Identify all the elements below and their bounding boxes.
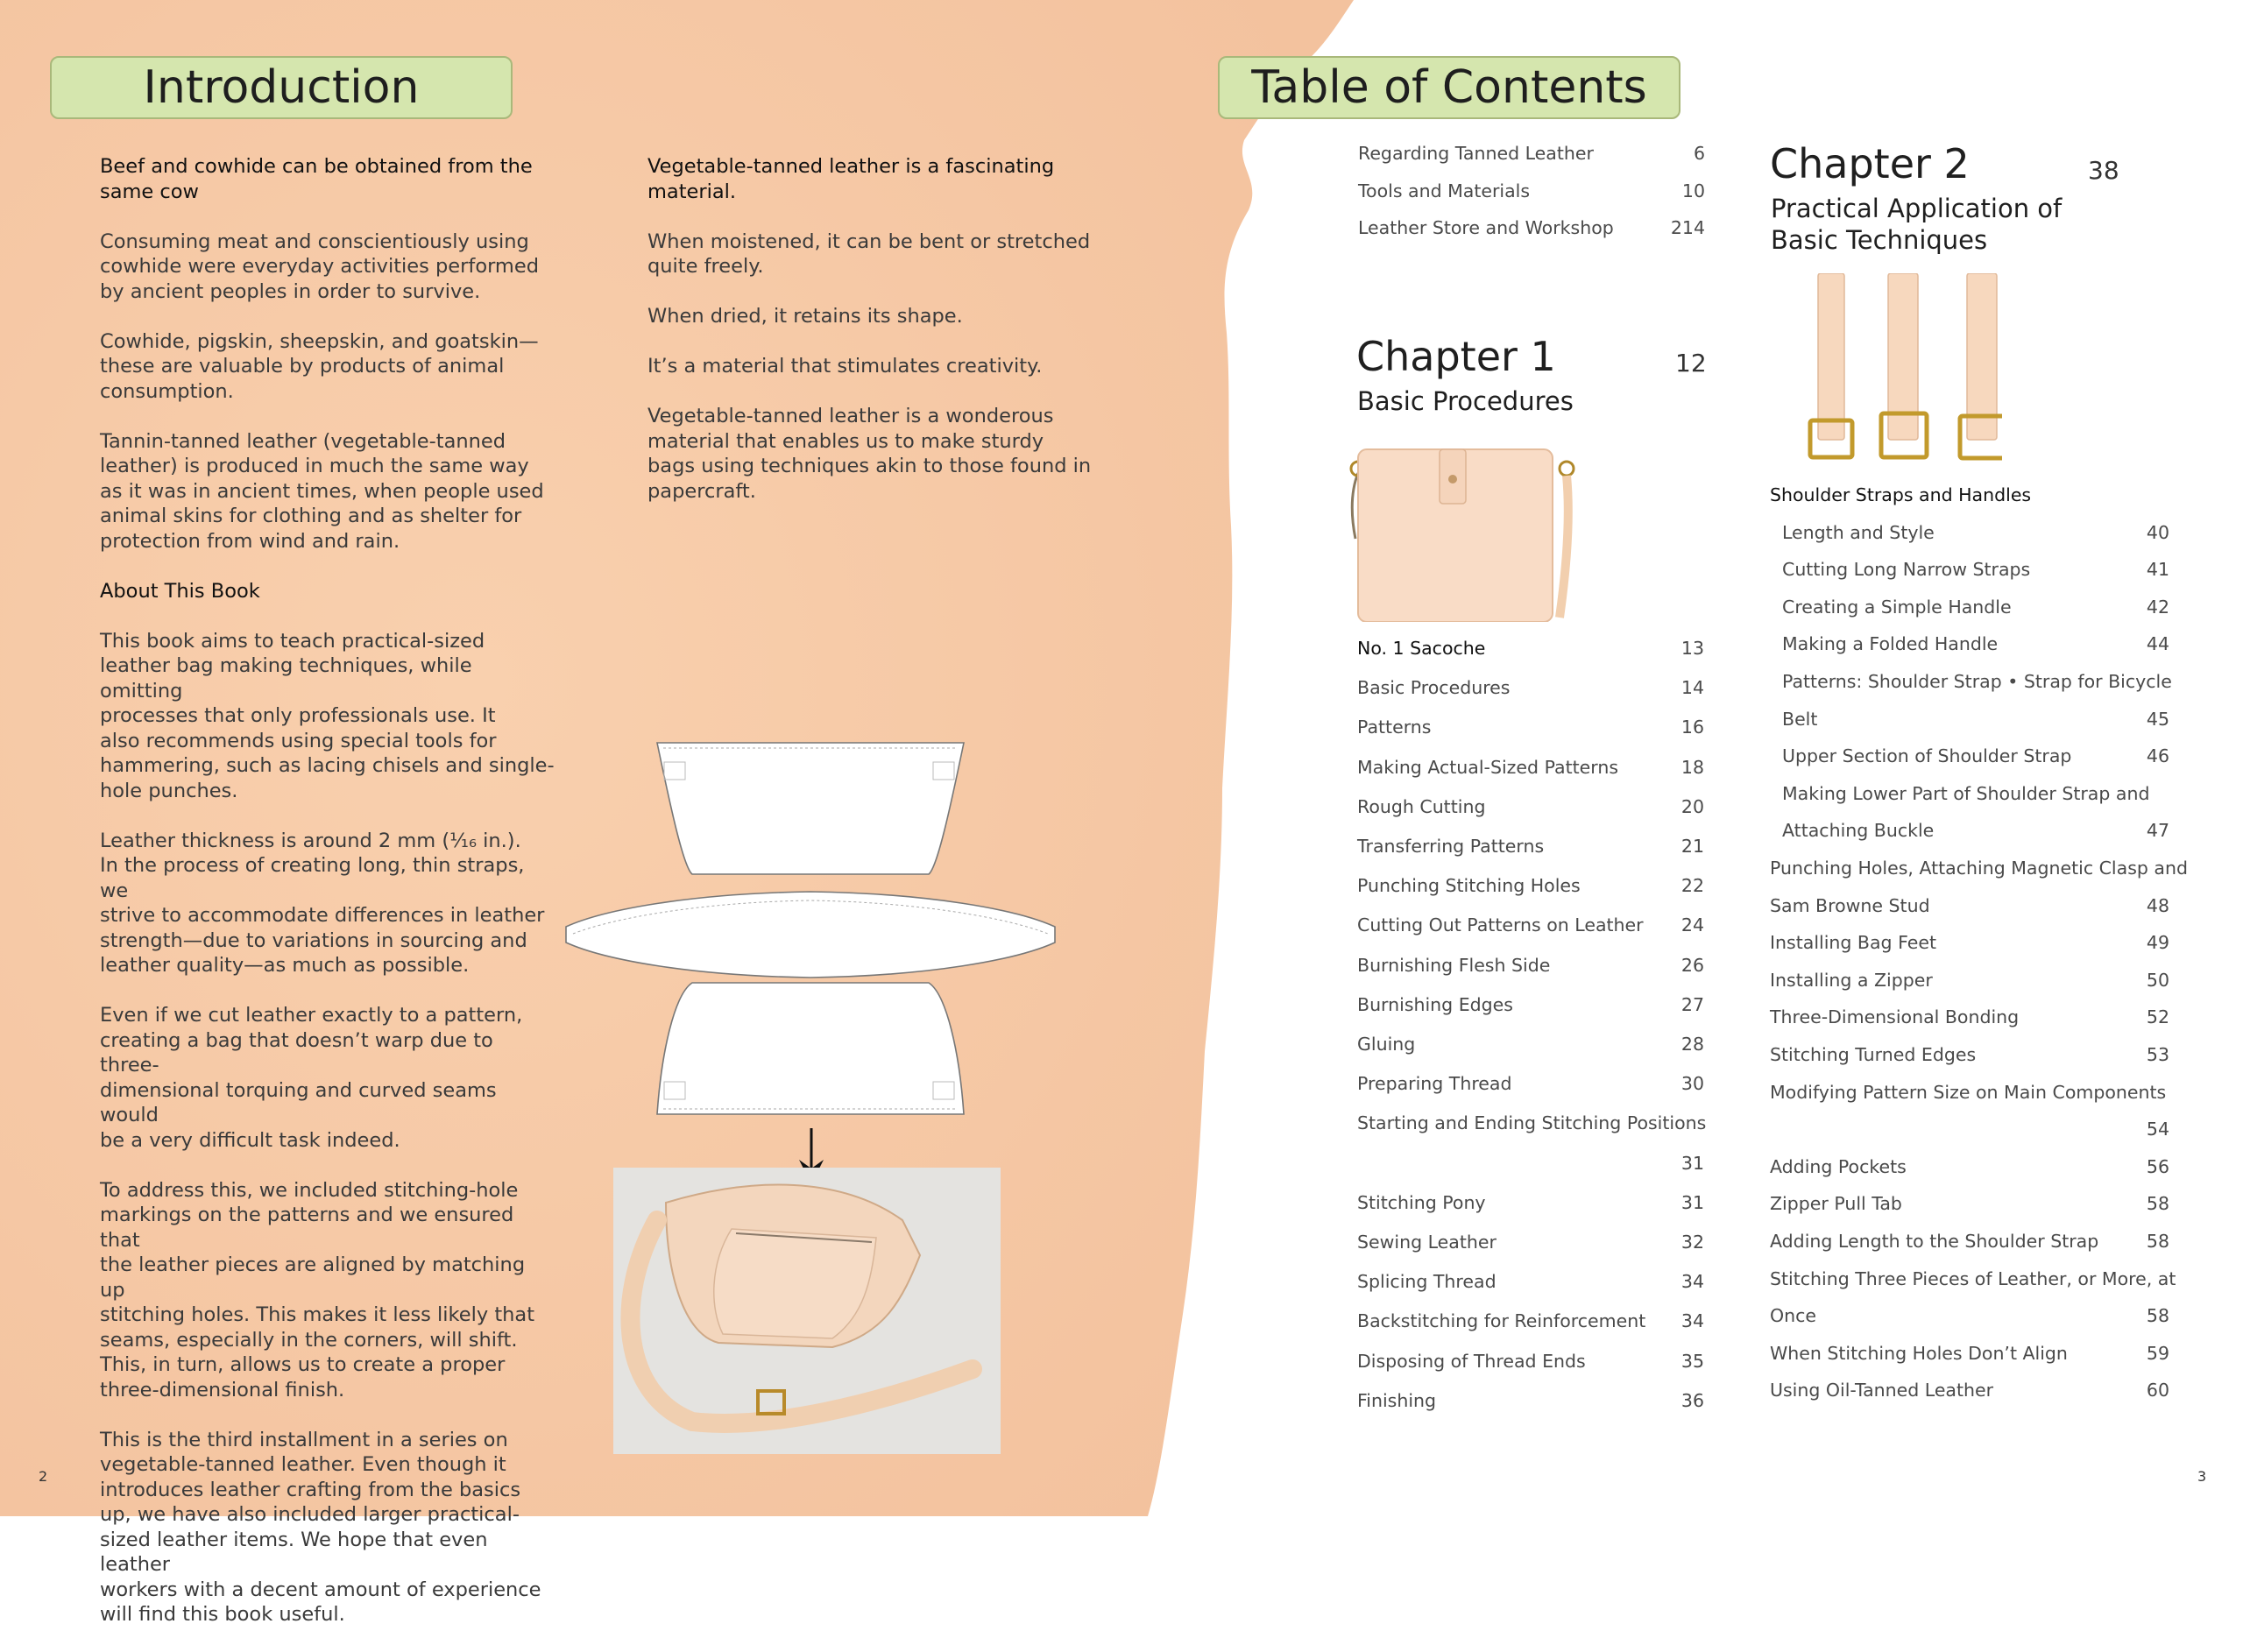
toc-entry[interactable]: Basic Procedures — [1357, 677, 1511, 699]
toc-page-number: 35 — [1680, 1350, 1704, 1372]
chapter2-items — [1770, 484, 2188, 1430]
toc-entry[interactable]: Zipper Pull Tab — [1770, 1193, 1902, 1215]
toc-entry[interactable]: Stitching Turned Edges — [1770, 1044, 1977, 1065]
toc-page-number: 46 — [2146, 745, 2169, 767]
toc-page-number: 48 — [2146, 894, 2169, 916]
toc-entry[interactable]: Burnishing Flesh Side — [1357, 954, 1551, 976]
intro-paragraph: Cowhide, pigskin, sheepskin, and goatskin— these are valuable by products of animal consumption. — [100, 329, 539, 403]
intro-paragraph: When dried, it retains its shape. — [647, 305, 963, 328]
intro-paragraph: Tannin-tanned leather (vegetable-tanned leather) is produced in much the same way as it was in ancient times, when people used animal skins for clothing and as shelter for protection from wind and rain. — [100, 429, 544, 553]
toc-entry[interactable]: Stitching Three Pieces of Leather, or More, at — [1770, 1267, 2176, 1289]
toc-entry[interactable]: Sam Browne Stud — [1770, 894, 1930, 916]
introduction-title — [50, 56, 513, 119]
chapter2-page: 38 — [2088, 156, 2119, 185]
chapter1-page: 12 — [1675, 349, 1707, 378]
toc-entry[interactable]: Punching Stitching Holes — [1357, 875, 1581, 897]
page-number-left: 2 — [39, 1468, 48, 1485]
intro-paragraph: Vegetable-tanned leather is a wonderous material that enables us to make sturdy bags using techniques akin to those found in papercraft. — [647, 405, 1092, 503]
intro-paragraph: Leather thickness is around 2 mm (¹⁄₁₆ in.). In the process of creating long, thin straps, we strive to accommodate differences in leather strength—due to variations in sourcing and leather quality—as much as possible. — [100, 829, 545, 977]
sacoche-photo — [1336, 442, 1581, 622]
toc-page-number: 53 — [2146, 1044, 2169, 1065]
toc-entry[interactable]: Transferring Patterns — [1357, 836, 1545, 857]
toc-page-number: 13 — [1680, 638, 1704, 659]
toc-page-number: 14 — [1680, 677, 1704, 699]
toc-entry[interactable]: Backstitching for Reinforcement — [1357, 1310, 1646, 1332]
chapter1-subtitle: Basic Procedures — [1357, 386, 1574, 416]
toc-front-matter — [1358, 143, 1705, 257]
intro-paragraph: This book aims to teach practical-sized leather bag making techniques, while omitting processes that only professionals use. It also recommends using special tools for hammering, such as lacing chisels and single- hole punches. — [100, 629, 555, 802]
toc-entry[interactable]: Disposing of Thread Ends — [1357, 1350, 1586, 1372]
intro-paragraph: About This Book — [100, 579, 260, 603]
intro-column-1 — [100, 154, 555, 1652]
toc-entry[interactable]: Cutting Out Patterns on Leather — [1357, 914, 1644, 936]
toc-entry[interactable]: Upper Section of Shoulder Strap — [1782, 745, 2072, 767]
intro-paragraph: Consuming meat and conscientiously using cowhide were everyday activities performed by ancient peoples in order to survive. — [100, 229, 539, 303]
toc-entry[interactable]: Leather Store and Workshop — [1358, 217, 1614, 238]
introduction-title-text: Introduction — [143, 61, 420, 114]
toc-page-number: 59 — [2146, 1342, 2169, 1364]
toc-page-number: 22 — [1680, 875, 1704, 897]
toc-title — [1218, 56, 1680, 119]
toc-entry[interactable]: Making a Folded Handle — [1782, 633, 1999, 655]
toc-page-number: 41 — [2146, 559, 2169, 581]
toc-page-number: 34 — [1680, 1271, 1704, 1293]
toc-entry[interactable]: When Stitching Holes Don’t Align — [1770, 1342, 2068, 1364]
toc-page-number: 50 — [2146, 969, 2169, 991]
toc-entry[interactable]: Starting and Ending Stitching Positions — [1357, 1112, 1707, 1134]
toc-entry[interactable]: Splicing Thread — [1357, 1271, 1497, 1293]
chapter1-title: Chapter 1 — [1356, 333, 1556, 380]
toc-entry[interactable]: Belt — [1782, 708, 1818, 730]
toc-title-text: Table of Contents — [1251, 61, 1647, 114]
intro-paragraph: When moistened, it can be bent or stretched quite freely. — [647, 229, 1091, 278]
toc-page-number: 31 — [1680, 1191, 1704, 1213]
intro-paragraph: Vegetable-tanned leather is a fascinating material. — [647, 155, 1055, 203]
toc-entry[interactable]: Burnishing Edges — [1357, 993, 1513, 1015]
toc-entry[interactable]: Preparing Thread — [1357, 1073, 1512, 1095]
toc-page-number: 42 — [2146, 596, 2169, 618]
toc-page-number: 54 — [2146, 1119, 2169, 1140]
toc-entry[interactable]: Adding Length to the Shoulder Strap — [1770, 1231, 2099, 1252]
toc-entry[interactable]: Adding Pockets — [1770, 1155, 1907, 1177]
toc-page-number: 40 — [2146, 521, 2169, 543]
toc-page-number: 47 — [2146, 820, 2169, 842]
intro-paragraph: Even if we cut leather exactly to a pattern, creating a bag that doesn’t warp due to three- dimensional torquing and curved seams would be a very difficult task indeed. — [100, 1004, 523, 1152]
toc-page-number: 10 — [1681, 180, 1705, 201]
toc-entry[interactable]: Using Oil-Tanned Leather — [1770, 1380, 1994, 1401]
intro-paragraph: This is the third installment in a series on vegetable-tanned leather. Even though it introduces leather crafting from the basics up, we have also included larger practical- sized leather items. We hope that even leather workers with a decent amount of experience will find this book useful. — [100, 1428, 541, 1626]
toc-page-number: 6 — [1693, 143, 1705, 164]
intro-paragraph: Beef and cowhide can be obtained from the same cow — [100, 155, 533, 203]
toc-entry[interactable]: Length and Style — [1782, 521, 1935, 543]
toc-page-number: 30 — [1680, 1073, 1704, 1095]
toc-entry[interactable]: Stitching Pony — [1357, 1191, 1486, 1213]
chapter1-items — [1357, 638, 1707, 1426]
toc-page-number: 31 — [1680, 1152, 1704, 1174]
toc-entry[interactable]: Attaching Buckle — [1782, 820, 1935, 842]
toc-page-number: 32 — [1680, 1232, 1704, 1253]
toc-page-number: 44 — [2146, 633, 2169, 655]
toc-page-number: 45 — [2146, 708, 2169, 730]
toc-page-number: 26 — [1680, 954, 1704, 976]
intro-paragraph: It’s a material that stimulates creativity. — [647, 355, 1043, 378]
toc-page-number: 27 — [1680, 993, 1704, 1015]
toc-page-number: 49 — [2146, 932, 2169, 954]
toc-entry[interactable]: Tools and Materials — [1358, 180, 1531, 201]
toc-page-number: 56 — [2146, 1155, 2169, 1177]
toc-entry[interactable]: Making Lower Part of Shoulder Strap and — [1782, 782, 2150, 804]
chapter2-title: Chapter 2 — [1770, 140, 1970, 187]
finished-bag-photo — [613, 1168, 1001, 1454]
toc-page-number: 24 — [1680, 914, 1704, 936]
toc-entry[interactable]: Making Actual-Sized Patterns — [1357, 756, 1619, 778]
toc-entry[interactable]: Installing a Zipper — [1770, 969, 1933, 991]
chapter2-subtitle: Practical Application of Basic Techniques — [1771, 194, 2063, 255]
toc-page-number: 58 — [2146, 1231, 2169, 1252]
toc-entry[interactable]: Finishing — [1357, 1389, 1437, 1411]
straps-photo — [1801, 273, 2002, 468]
toc-page-number: 18 — [1680, 756, 1704, 778]
toc-page-number: 20 — [1680, 795, 1704, 817]
toc-page-number: 36 — [1680, 1389, 1704, 1411]
toc-entry[interactable]: Installing Bag Feet — [1770, 932, 1937, 954]
toc-entry[interactable]: Shoulder Straps and Handles — [1770, 484, 2032, 505]
toc-entry[interactable]: Three-Dimensional Bonding — [1770, 1006, 2020, 1028]
toc-page-number: 52 — [2146, 1006, 2169, 1028]
toc-entry[interactable]: Gluing — [1357, 1034, 1416, 1055]
toc-entry[interactable]: Modifying Pattern Size on Main Components — [1770, 1081, 2167, 1103]
toc-entry[interactable]: No. 1 Sacoche — [1357, 638, 1486, 659]
toc-page-number: 16 — [1680, 717, 1704, 738]
toc-page-number: 21 — [1680, 836, 1704, 857]
toc-page-number: 28 — [1680, 1034, 1704, 1055]
toc-entry[interactable]: Cutting Long Narrow Straps — [1782, 559, 2031, 581]
toc-entry[interactable]: Sewing Leather — [1357, 1232, 1497, 1253]
toc-page-number: 60 — [2146, 1380, 2169, 1401]
intro-paragraph: To address this, we included stitching-hole markings on the patterns and we ensured that the leather pieces are aligned by matching up stitching holes. This makes it less likely that seams, especially in the corners, will shift. This, in turn, allows us to create a proper three-dimensional finish. — [100, 1178, 535, 1401]
intro-column-2 — [647, 154, 1103, 529]
toc-page-number: 58 — [2146, 1193, 2169, 1215]
toc-entry[interactable]: Punching Holes, Attaching Magnetic Clasp and — [1770, 858, 2188, 879]
toc-page-number: 34 — [1680, 1310, 1704, 1332]
toc-entry[interactable]: Regarding Tanned Leather — [1358, 143, 1594, 164]
toc-page-number: 58 — [2146, 1305, 2169, 1327]
bag-pattern-diagram — [561, 736, 1060, 1121]
toc-entry[interactable]: Patterns — [1357, 717, 1432, 738]
page-number-right: 3 — [2197, 1468, 2207, 1485]
toc-entry[interactable]: Rough Cutting — [1357, 795, 1486, 817]
toc-entry[interactable]: Creating a Simple Handle — [1782, 596, 2012, 618]
toc-entry[interactable]: Patterns: Shoulder Strap • Strap for Bicycle — [1782, 671, 2172, 692]
toc-entry[interactable]: Once — [1770, 1305, 1817, 1327]
toc-page-number: 214 — [1670, 217, 1705, 238]
